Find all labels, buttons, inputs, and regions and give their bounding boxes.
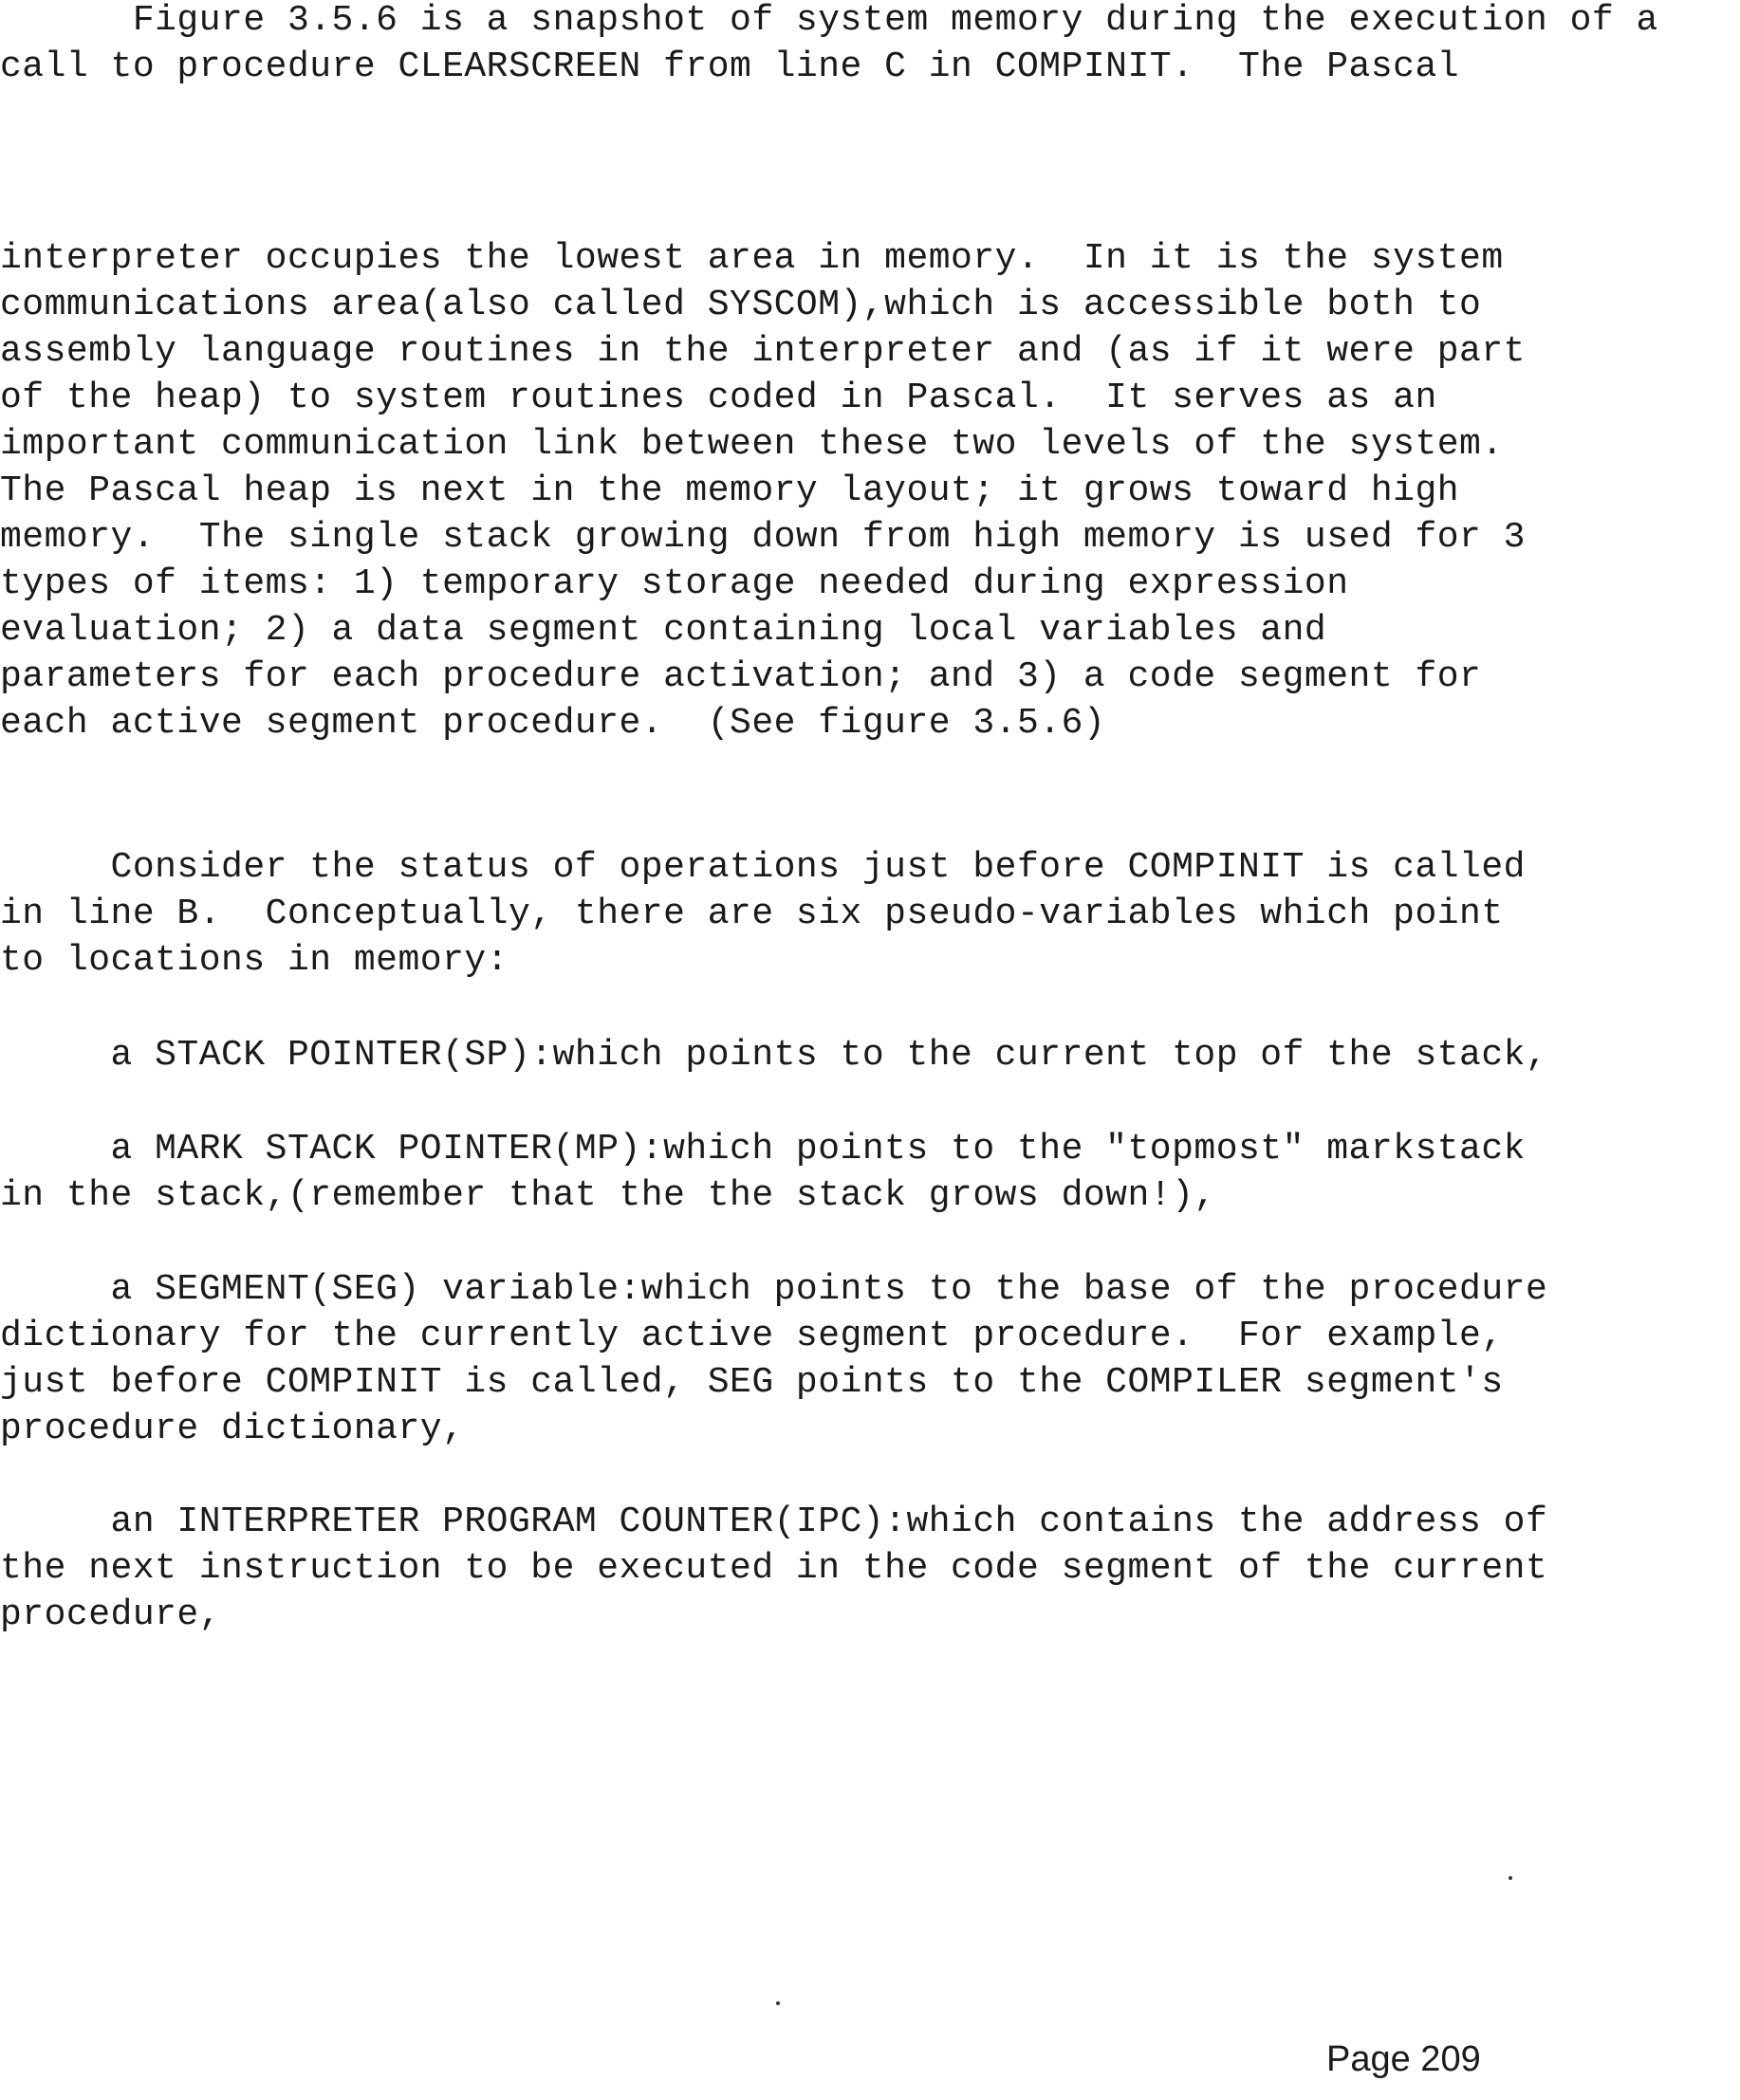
item-mp-line-2: in the stack,(remember that the the stack grows down!), (0, 1175, 1216, 1216)
para1-line-10: parameters for each procedure activation; and 3) a code segment for (0, 656, 1482, 697)
item-seg-line-2: dictionary for the currently active segment procedure. For example, (0, 1316, 1504, 1356)
para1-line-5: important communication link between these two levels of the system. (0, 424, 1504, 465)
para1-line-3: assembly language routines in the interpreter and (as if it were part (0, 331, 1526, 372)
para1-line-4: of the heap) to system routines coded in Pascal. It serves as an (0, 378, 1437, 418)
item-mp-line-1: a MARK STACK POINTER(MP):which points to the "topmost" markstack (0, 1129, 1526, 1170)
para1-line-6: The Pascal heap is next in the memory layout; it grows toward high (0, 470, 1460, 511)
item-ipc-line-1: an INTERPRETER PROGRAM COUNTER(IPC):which contains the address of (0, 1501, 1548, 1542)
item-seg-line-4: procedure dictionary, (0, 1409, 465, 1449)
scan-speck (776, 2001, 780, 2005)
page-number: Page 209 (1326, 2039, 1481, 2079)
para1-line-8: types of items: 1) temporary storage needed during expression (0, 563, 1349, 604)
item-sp-line-1: a STACK POINTER(SP):which points to the current top of the stack, (0, 1035, 1548, 1076)
para1-line-1: interpreter occupies the lowest area in memory. In it is the system (0, 238, 1504, 279)
item-ipc-line-2: the next instruction to be executed in the code segment of the current (0, 1548, 1548, 1589)
para1-line-9: evaluation; 2) a data segment containing local variables and (0, 610, 1327, 651)
para2-line-1: Consider the status of operations just before COMPINIT is called (0, 847, 1526, 888)
para2-line-2: in line B. Conceptually, there are six pseudo-variables which point (0, 893, 1504, 934)
para1-line-11: each active segment procedure. (See figure 3.5.6) (0, 703, 1106, 744)
intro-line-1: Figure 3.5.6 is a snapshot of system memory during the execution of a (0, 0, 1658, 41)
para1-line-7: memory. The single stack growing down from high memory is used for 3 (0, 517, 1526, 558)
scan-speck (1509, 1876, 1512, 1880)
para1-line-2: communications area(also called SYSCOM),which is accessible both to (0, 285, 1482, 325)
para2-line-3: to locations in memory: (0, 940, 509, 981)
item-seg-line-3: just before COMPINIT is called, SEG points to the COMPILER segment's (0, 1362, 1504, 1403)
intro-line-2: call to procedure CLEARSCREEN from line C in COMPINIT. The Pascal (0, 46, 1460, 87)
item-ipc-line-3: procedure, (0, 1594, 222, 1635)
item-seg-line-1: a SEGMENT(SEG) variable:which points to the base of the procedure (0, 1269, 1548, 1310)
